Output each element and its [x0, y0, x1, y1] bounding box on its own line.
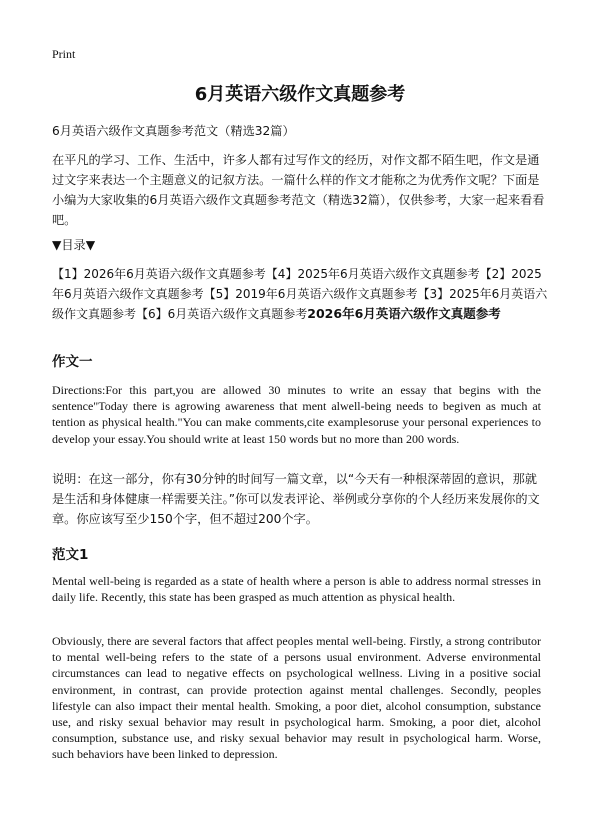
essay-paragraph-1: Mental well-being is regarded as a state of health where a person is able to address normal stresses in daily life. Recently, this state has been grasped as much attention as physical health.: [52, 574, 541, 605]
essay-paragraph-2: Obviously, there are several factors that affect peoples mental well-being. Firstly, a strong contributor to mental well-being refers to the state of a persons usual environment. Adverse environmental circumstances can lead to negative effects on psychological wellness. Living in a positive social environment, in contrast, can provide protection against mental challenges. Secondly, peoples lifestyle can also impact their mental health. Smoking, a poor diet, alcohol consumption, substance use, and risky sexual behavior may result in psychological harm. Smoking, a poor diet, alcohol consumption, substance use, and risky sexual behavior may result in psychological harm. Worse, such behaviors have been linked to depression.: [52, 634, 541, 762]
directions-paragraph: Directions:For this part,you are allowed 30 minutes to write an essay that begins with the sentence"Today there is agrowing awareness that ment alwell-being needs to begiven as much at tention as physical health."You can make comments,cite examplesoruse your personal experiences to develop your essay.You should write at least 150 words but no more than 200 words.: [52, 383, 541, 446]
toc-links[interactable]: 【1】2026年6月英语六级作文真题参考【4】2025年6月英语六级作文真题参考【2】2025年6月英语六级作文真题参考【5】2019年6月英语六级作文真题参考【3】2025年6月英语六级作文真题参考【6】6月英语六级作文真题参考: [52, 267, 548, 321]
subtitle: 6月英语六级作文真题参考范文（精选32篇）: [52, 124, 295, 138]
explanation-paragraph: 说明：在这一部分，你有30分钟的时间写一篇文章，以“今天有一种根深蒂固的意识，那就是生活和身体健康一样需要关注。”你可以发表评论、举例或分享你的个人经历来发展你的文章。你应该写至少150个字，但不超过200个字。: [52, 472, 540, 526]
section-heading: 作文一: [52, 354, 93, 370]
intro-paragraph: 在平凡的学习、工作、生活中，许多人都有过写作文的经历，对作文都不陌生吧，作文是通过文字来表达一个主题意义的记叙方法。一篇什么样的作文才能称之为优秀作文呢？下面是小编为大家收集的6月英语六级作文真题参考范文（精选32篇），仅供参考，大家一起来看看吧。: [52, 153, 545, 227]
table-of-contents[interactable]: [52, 264, 548, 324]
page-title: 6月英语六级作文真题参考: [194, 84, 406, 105]
essay-heading: 范文1: [52, 547, 89, 563]
print-label: Print: [52, 47, 76, 61]
toc-label: ▼目录▼: [52, 238, 96, 252]
toc-bold-link[interactable]: 2026年6月英语六级作文真题参考: [307, 306, 501, 321]
